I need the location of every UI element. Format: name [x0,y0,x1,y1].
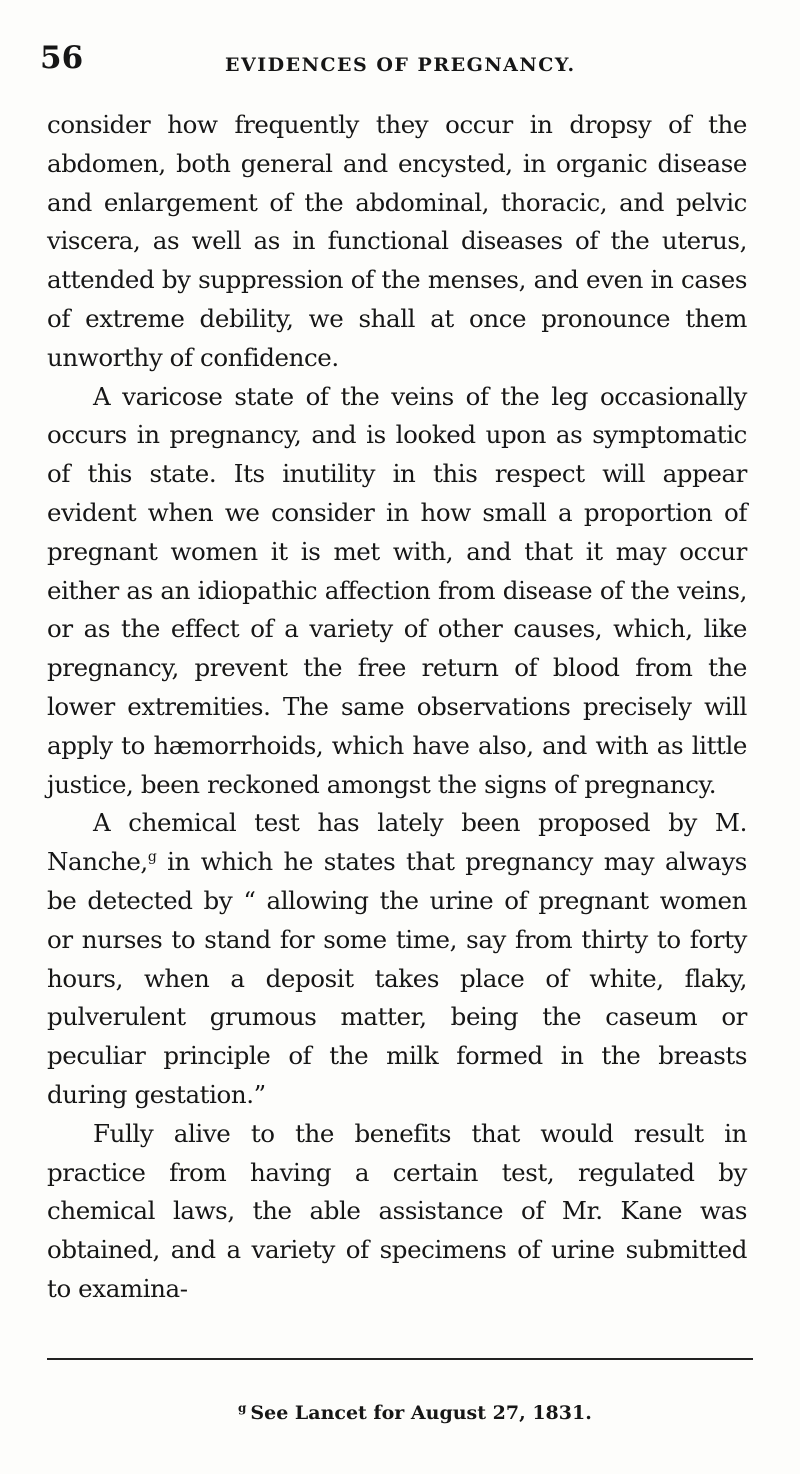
paragraph-chemical-test [47,804,747,1114]
paragraph-text-before-marker: A chemical test has lately been proposed by M. Nanche, [47,808,747,877]
footnote-reference-marker: g [147,848,157,865]
paragraph-text-after-marker: in which he states that pregnancy may always be detected by “ allowing the urine of pregnant women or nurses to stand for some time, say from thirty to forty hours, when a deposit takes place of white, flaky, pulverulent grumous matter, being the caseum or peculiar principle of the milk formed in the breasts during gestation.” [47,847,747,1109]
page-number: 56 [40,40,84,76]
running-head: EVIDENCES OF PREGNANCY. [225,54,576,76]
footnote [238,1402,592,1424]
paragraph-test-examination: Fully alive to the benefits that would result in practice from having a certain test, regulated by chemical laws, the able assistance of Mr. Kane was obtained, and a variety of specimens of urine submitted to examina- [47,1118,747,1303]
page-header [40,40,760,80]
footnote-divider [47,1358,753,1360]
paragraph-varicose-veins: A varicose state of the veins of the leg occasionally occurs in pregnancy, and is looked upon as symptomatic of this state. Its inutility in this respect will appear evident when we consider in how small a proportion of pregnant women it is met with, and that it may occur either as an idiopathic affection from disease of the veins, or as the effect of a variety of other causes, which, like pregnancy, prevent the free return of blood from the lower extremities. The same observations precisely will apply to hæmorrhoids, which have also, and with as little justice, been reckoned amongst the signs of pregnancy. [47,381,747,799]
footnote-text: See Lancet for August 27, 1831. [250,1402,592,1424]
paragraph-continued: consider how frequently they occur in dropsy of the abdomen, both general and encysted, in organic disease and enlargement of the abdominal, thoracic, and pelvic viscera, as well as in functional diseases of the uterus, attended by suppression of the menses, and even in cases of extreme debility, we shall at once pronounce them unworthy of confidence. [47,110,747,372]
body-text [47,106,747,1309]
footnote-marker: g [238,1400,247,1415]
